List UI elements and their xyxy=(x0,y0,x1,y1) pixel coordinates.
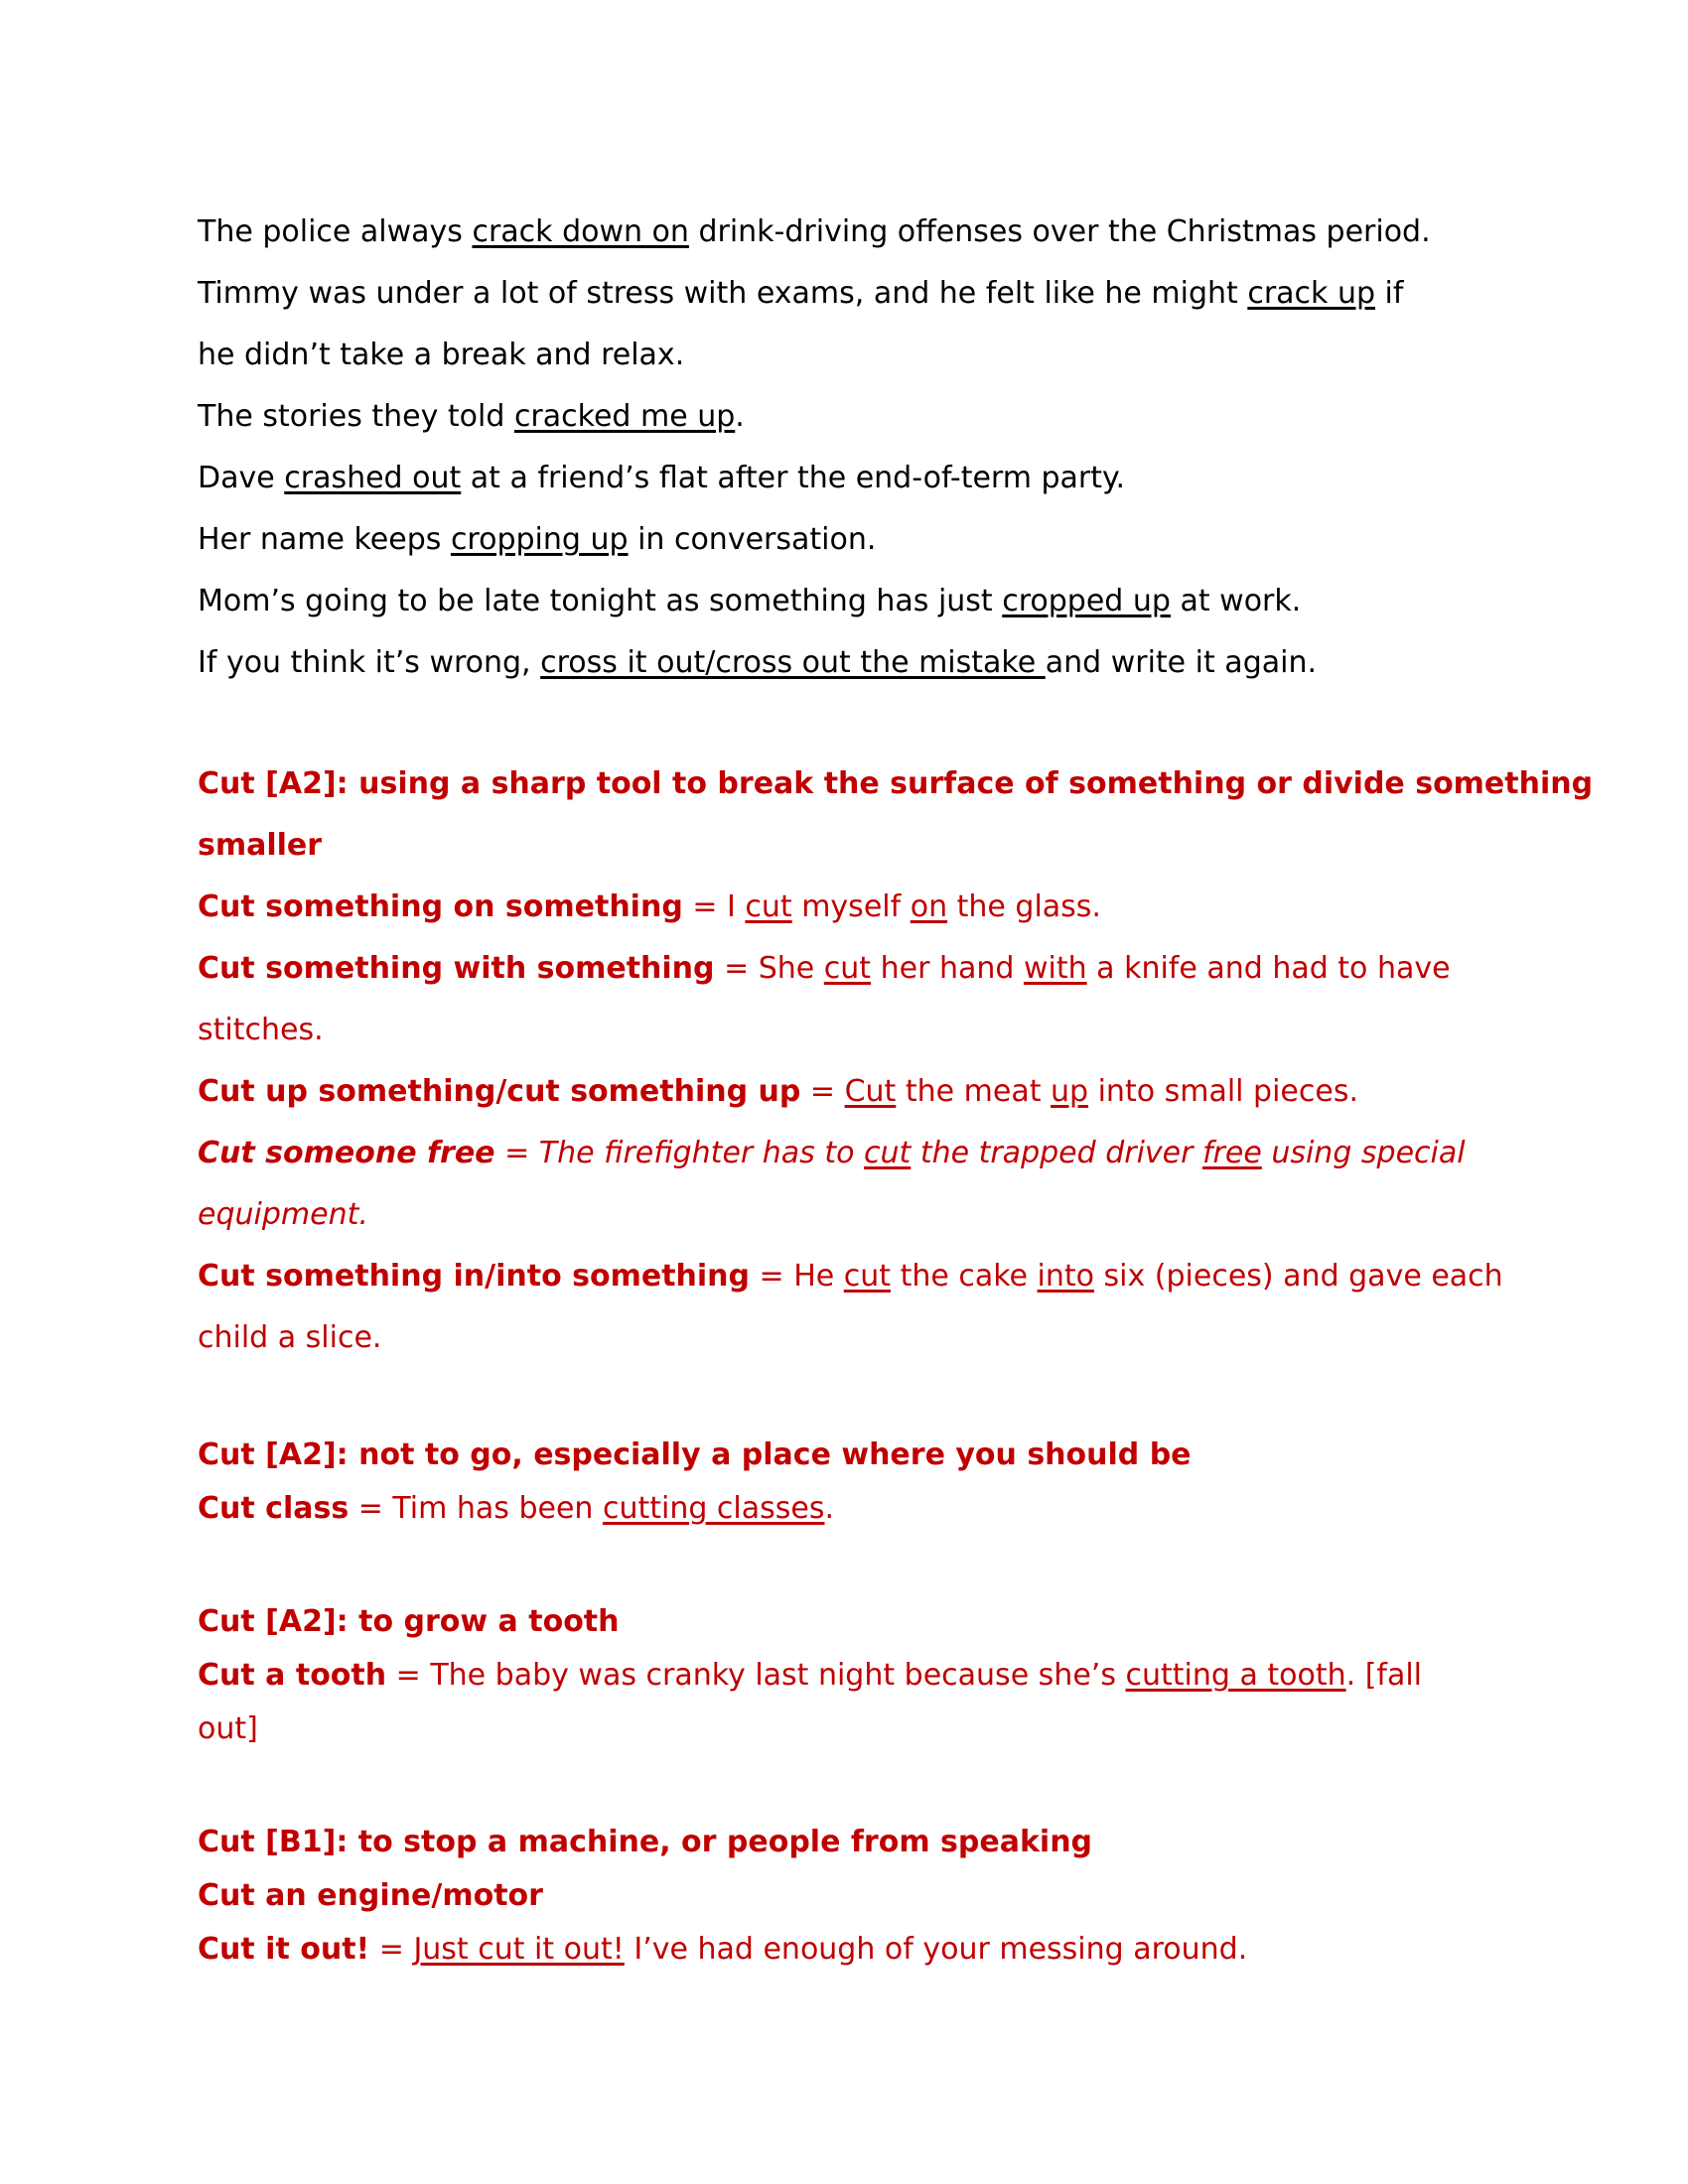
phrasal-verb: cropping up xyxy=(450,522,629,557)
example-cropped-up xyxy=(198,571,1499,632)
entry-cut-it-out xyxy=(198,1923,1499,1977)
entry-text: six (pieces) and gave each xyxy=(1094,1259,1503,1294)
entry-text: using special xyxy=(1261,1136,1466,1170)
entry-cut-with-cont: stitches. xyxy=(198,1013,324,1047)
entry-text: = He xyxy=(750,1259,844,1294)
entry-text: = I xyxy=(682,889,746,924)
entry-term: Cut someone free xyxy=(198,1136,495,1170)
example-text: Mom’s going to be late tonight as something has just xyxy=(198,584,1003,618)
example-text: The stories they told xyxy=(198,399,514,434)
phrasal-verb: cropped up xyxy=(1002,584,1171,618)
entry-text: her hand xyxy=(871,951,1024,986)
entry-text: I’ve had enough of your messing around. xyxy=(624,1932,1248,1967)
example-text: . xyxy=(735,399,745,434)
example-crack-up xyxy=(198,263,1499,325)
entry-text: the meat xyxy=(896,1074,1051,1109)
entry-text: = She xyxy=(714,951,824,986)
example-cracked-me-up xyxy=(198,386,1499,448)
entry-cut-tooth xyxy=(198,1649,1499,1703)
example-text: if xyxy=(1375,276,1404,311)
keyword: cut xyxy=(745,889,792,924)
example-text: and write it again. xyxy=(1045,645,1318,680)
entry-cut-free xyxy=(198,1123,1499,1184)
section-heading-cut-sharp: Cut [A2]: using a sharp tool to break the surface of something or divide something xyxy=(198,766,1594,801)
entry-text: the trapped driver xyxy=(911,1136,1202,1170)
example-text: The police always xyxy=(198,214,473,249)
example-text: Her name keeps xyxy=(198,522,451,557)
example-cropping-up xyxy=(198,509,1499,571)
entry-cut-class xyxy=(198,1482,1499,1536)
entry-term: Cut something on something xyxy=(198,889,683,924)
example-text: at work. xyxy=(1170,584,1302,618)
entry-text: . [fall xyxy=(1345,1658,1423,1693)
section-heading-cut-tooth: Cut [A2]: to grow a tooth xyxy=(198,1604,620,1639)
entry-term: Cut a tooth xyxy=(198,1658,387,1693)
entry-text: = The baby was cranky last night because she’s xyxy=(386,1658,1126,1693)
entry-text: into small pieces. xyxy=(1088,1074,1358,1109)
entry-term: Cut it out! xyxy=(198,1932,370,1967)
section-spacer xyxy=(198,1756,1499,1816)
entry-text: = xyxy=(369,1932,414,1967)
phrasal-verb: crack down on xyxy=(472,214,689,249)
entry-term: Cut something with something xyxy=(198,951,715,986)
phrasal-verb: crack up xyxy=(1247,276,1376,311)
entry-cut-engine: Cut an engine/motor xyxy=(198,1878,543,1913)
section-heading-cut-sharp-cont: smaller xyxy=(198,828,323,863)
entry-cut-with xyxy=(198,938,1499,1000)
section-spacer xyxy=(198,1369,1499,1429)
section-heading-cut-stop: Cut [B1]: to stop a machine, or people from speaking xyxy=(198,1825,1093,1859)
entry-text: = Tim has been xyxy=(349,1491,603,1526)
keyword: with xyxy=(1023,951,1087,986)
example-text: drink-driving offenses over the Christmas period. xyxy=(688,214,1431,249)
entry-text: myself xyxy=(791,889,911,924)
example-text: in conversation. xyxy=(628,522,877,557)
keyword: into xyxy=(1037,1259,1095,1294)
example-text: If you think it’s wrong, xyxy=(198,645,541,680)
entry-text: a knife and had to have xyxy=(1086,951,1451,986)
entry-cut-into xyxy=(198,1246,1503,1307)
entry-text: the glass. xyxy=(947,889,1101,924)
example-text: Dave xyxy=(198,461,285,495)
example-text: at a friend’s flat after the end-of-term party. xyxy=(461,461,1126,495)
example-crashed-out xyxy=(198,448,1499,509)
keyword: cutting a tooth xyxy=(1125,1658,1346,1693)
example-continuation: he didn’t take a break and relax. xyxy=(198,338,685,372)
keyword: Just cut it out! xyxy=(413,1932,625,1967)
entry-term: Cut something in/into something xyxy=(198,1259,751,1294)
entry-text: the cake xyxy=(891,1259,1038,1294)
phrasal-verb: cracked me up xyxy=(513,399,736,434)
example-cross-out xyxy=(198,632,1499,694)
phrasal-verb: cross it out/cross out the mistake xyxy=(540,645,1046,680)
section-spacer xyxy=(198,694,1499,753)
keyword: cut xyxy=(843,1259,892,1294)
entry-cut-up xyxy=(198,1061,1499,1123)
keyword: up xyxy=(1051,1074,1089,1109)
entry-term: Cut up something/cut something up xyxy=(198,1074,801,1109)
keyword: cutting classes xyxy=(602,1491,825,1526)
keyword: on xyxy=(910,889,948,924)
entry-text: = The firefighter has to xyxy=(494,1136,864,1170)
entry-cut-tooth-cont: out] xyxy=(198,1711,258,1746)
keyword: cut xyxy=(864,1136,912,1170)
entry-cut-free-cont: equipment. xyxy=(198,1197,368,1232)
example-crack-down-on xyxy=(198,202,1499,263)
section-heading-cut-go: Cut [A2]: not to go, especially a place where you should be xyxy=(198,1437,1192,1472)
entry-cut-on xyxy=(198,877,1499,938)
keyword: cut xyxy=(823,951,872,986)
keyword: free xyxy=(1201,1136,1262,1170)
keyword: Cut xyxy=(844,1074,897,1109)
entry-cut-into-cont: child a slice. xyxy=(198,1320,382,1355)
phrasal-verb: crashed out xyxy=(284,461,462,495)
entry-text: . xyxy=(824,1491,835,1526)
section-spacer xyxy=(198,1536,1499,1595)
example-text: Timmy was under a lot of stress with exams, and he felt like he might xyxy=(198,276,1248,311)
entry-text: = xyxy=(800,1074,845,1109)
entry-term: Cut class xyxy=(198,1491,350,1526)
